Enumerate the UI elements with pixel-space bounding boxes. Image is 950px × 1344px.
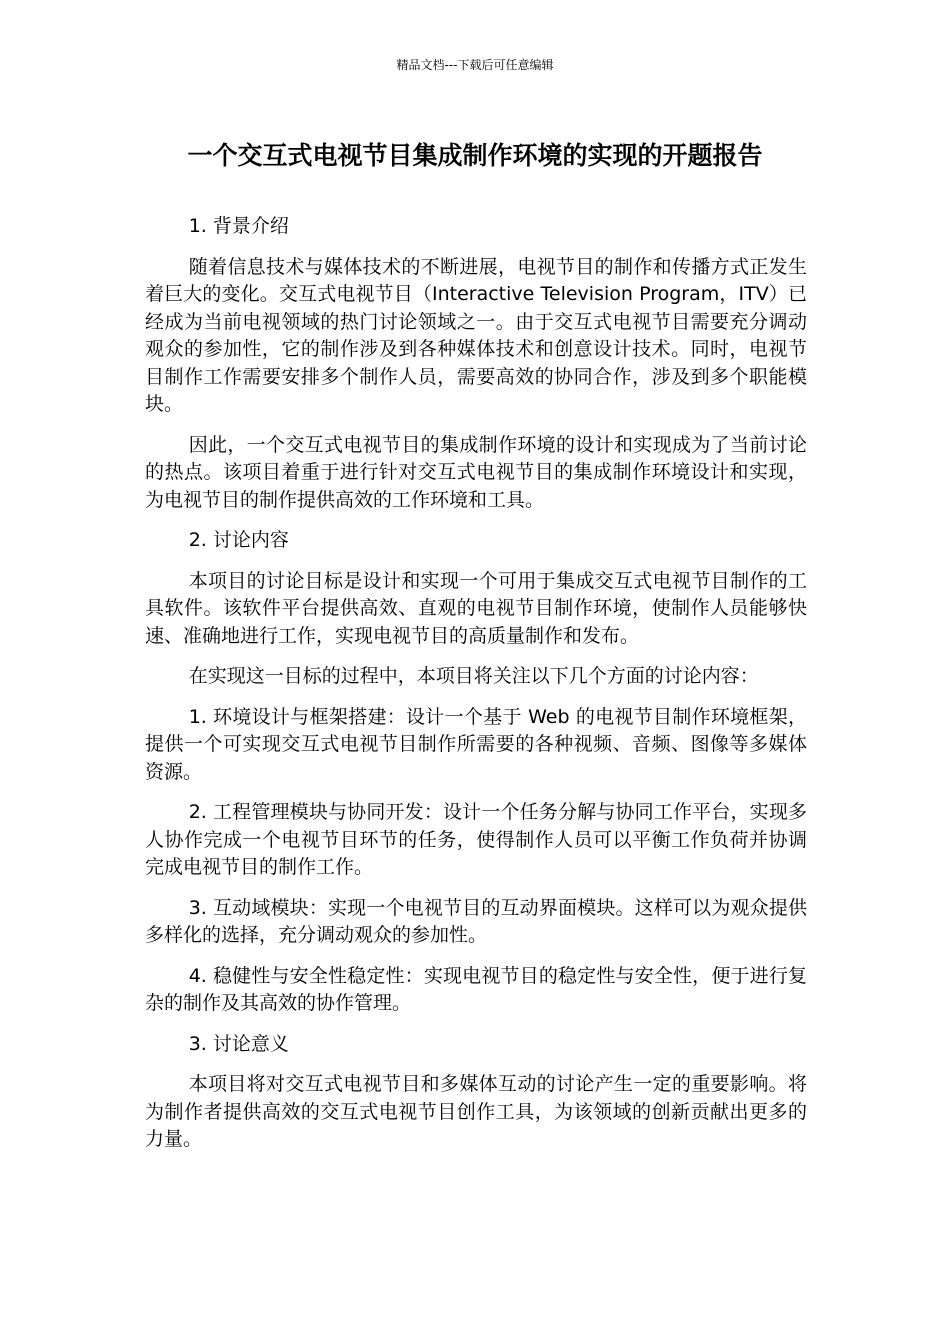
paragraph-significance: 本项目将对交互式电视节目和多媒体互动的讨论产生一定的重要影响。将为制作者提供高效的交互式电视节目创作工具，为该领域的创新贡献出更多的力量。 bbox=[145, 1073, 807, 1150]
section-heading-significance: 3. 讨论意义 bbox=[188, 1032, 289, 1055]
paragraph-content-item-3: 3. 互动域模块：实现一个电视节目的互动界面模块。这样可以为观众提供多样化的选择，充分调动观众的参加性。 bbox=[145, 896, 807, 946]
paragraph-content-item-1: 1. 环境设计与框架搭建：设计一个基于 Web 的电视节目制作环境框架，提供一个可实现交互式电视节目制作所需要的各种视频、音频、图像等多媒体资源。 bbox=[145, 705, 807, 783]
document-title: 一个交互式电视节目集成制作环境的实现的开题报告 bbox=[187, 141, 763, 170]
page-header: 精品文档---下载后可任意编辑 bbox=[396, 58, 554, 72]
paragraph-background-1: 随着信息技术与媒体技术的不断进展，电视节目的制作和传播方式正发生着巨大的变化。交互式电视节目（Interactive Television Program，ITV）已经成为当前电视领域的热门讨论领域之一。由于交互式电视节目需要充分调动观众的参加性，它的制作涉及到各种媒体技术和创意设计技术。同时，电视节目制作工作需要安排多个制作人员，需要高效的协同合作，涉及到多个职能模块。 bbox=[145, 255, 807, 415]
section-heading-content: 2. 讨论内容 bbox=[188, 529, 289, 551]
paragraph-background-2: 因此，一个交互式电视节目的集成制作环境的设计和实现成为了当前讨论的热点。该项目着重于进行针对交互式电视节目的集成制作环境设计和实现，为电视节目的制作提供高效的工作环境和工具。 bbox=[145, 433, 807, 511]
paragraph-content-item-4: 4. 稳健性与安全性稳定性：实现电视节目的稳定性与安全性，便于进行复杂的制作及其高效的协作管理。 bbox=[145, 964, 807, 1014]
paragraph-content-item-2: 2. 工程管理模块与协同开发：设计一个任务分解与协同工作平台，实现多人协作完成一个电视节目环节的任务，使得制作人员可以平衡工作负荷并协调完成电视节目的制作工作。 bbox=[145, 801, 807, 878]
paragraph-content-goal: 本项目的讨论目标是设计和实现一个可用于集成交互式电视节目制作的工具软件。该软件平台提供高效、直观的电视节目制作环境，使制作人员能够快速、准确地进行工作，实现电视节目的高质量制作和发布。 bbox=[145, 569, 807, 647]
section-heading-background: 1. 背景介绍 bbox=[188, 215, 289, 237]
paragraph-content-intro: 在实现这一目标的过程中，本项目将关注以下几个方面的讨论内容： bbox=[188, 665, 759, 687]
document-body bbox=[145, 213, 807, 1167]
